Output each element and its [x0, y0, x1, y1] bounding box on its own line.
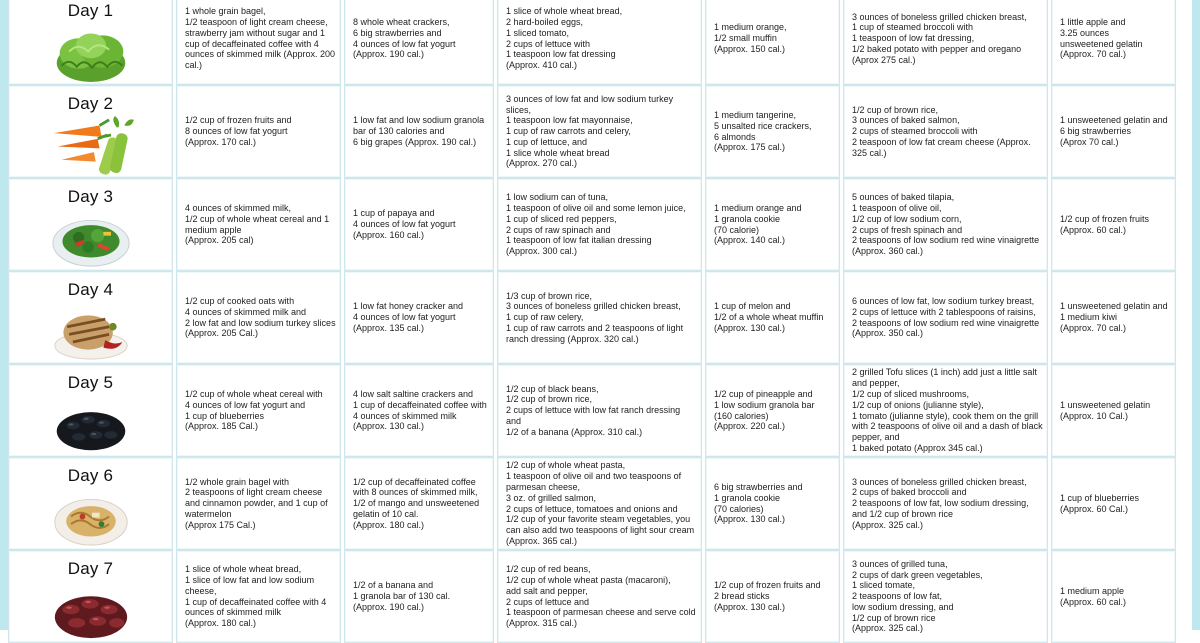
- meal-cell: [497, 457, 702, 550]
- meal-text: 3 ounces of boneless grilled chicken breast, 1 cup of steamed broccoli with 1 teaspoon of low fat dressing, 1/2 baked potato with pepper and oregano (Aprox 275 cal.): [852, 11, 1027, 65]
- meal-text: 1 low sodium can of tuna, 1 teaspoon of olive oil and some lemon juice, 1 cup of sliced red peppers, 2 cups of raw spinach and 1 teaspoon of low fat italian dressing (Approx. 300 cal.): [506, 192, 686, 257]
- meal-cell: [176, 85, 341, 178]
- meal-text: 1 cup of blueberries (Approx. 60 Cal.): [1060, 492, 1140, 514]
- meal-text: 1 slice of whole wheat bread, 1 slice of low fat and low sodium cheese, 1 cup of decaffeinated coffee with 4 ounces of skimmed milk (Approx. 180 cal.): [185, 564, 327, 629]
- meal-text: 1/2 whole grain bagel with 2 teaspoons of light cream cheese and cinnamon powder, and 1 cup of watermelon (Approx 175 Cal.): [185, 476, 328, 530]
- meal-text: 1/2 of a banana and 1 granola bar of 130 cal. (Approx. 190 cal.): [353, 580, 451, 612]
- meal-cell: [705, 178, 840, 271]
- meal-text: 1 medium orange, 1/2 small muffin (Approx. 150 cal.): [714, 22, 787, 54]
- meal-cell: [497, 550, 702, 643]
- meal-text: 8 whole wheat crackers, 6 big strawberries and 4 ounces of low fat yogurt (Approx. 190 cal.): [353, 16, 456, 60]
- meal-text: 1/3 cup of brown rice, 3 ounces of boneless grilled chicken breast, 1 cup of raw celery, 1 cup of raw carrots and 2 teaspoons of light ranch dressing (Approx. 320 cal.): [506, 290, 684, 344]
- meal-cell: [176, 364, 341, 457]
- meal-text: 1/2 cup of frozen fruits (Approx. 60 cal.): [1060, 213, 1150, 235]
- day-label: Day 1: [67, 1, 114, 20]
- meal-cell: [344, 85, 494, 178]
- meal-cell: [344, 550, 494, 643]
- meal-cell: [1051, 0, 1176, 85]
- day-label: Day 6: [67, 466, 114, 485]
- day-label: Day 5: [67, 373, 114, 392]
- meal-text: 1 unsweetened gelatin (Approx. 10 Cal.): [1060, 399, 1151, 421]
- meal-cell: [1051, 550, 1176, 643]
- meal-text: 1 medium tangerine, 5 unsalted rice crackers, 6 almonds (Approx. 175 cal.): [714, 109, 812, 153]
- meal-text: 6 ounces of low fat, low sodium turkey breast, 2 cups of lettuce with 2 tablespoons of raisins, 2 teaspoons of low sodium red wine vinaigrette (Approx. 350 cal.): [852, 295, 1040, 339]
- meal-text: 2 grilled Tofu slices (1 inch) add just a little salt and pepper, 1/2 cup of sliced mushrooms, 1/2 cup of onions (julianne style), 1 tomato (julianne style), cook them on the grill with 2 teaspoons of olive oil and a dash of black pepper, and 1 baked potato (Approx 345 cal.): [852, 367, 1043, 453]
- meal-text: 1 medium apple (Approx. 60 cal.): [1060, 585, 1127, 607]
- meal-cell: [176, 457, 341, 550]
- pasta-plate-icon: [48, 488, 134, 547]
- meal-cell: [1051, 271, 1176, 364]
- day-cell: [8, 178, 173, 271]
- meal-text: 1 whole grain bagel, 1/2 teaspoon of light cream cheese, strawberry jam without sugar and 1 cup of decaffeinated coffee with 4 ounces of skimmed milk (Approx. 200 cal.): [185, 6, 336, 71]
- meal-cell: [497, 178, 702, 271]
- meal-text: 5 ounces of baked tilapia, 1 teaspoon of olive oil, 1/2 cup of low sodium corn, 2 cups of fresh spinach and 2 teaspoons of low sodium red wine vinaigrette (Approx. 360 cal.): [852, 192, 1040, 257]
- meal-text: 1/2 cup of whole wheat pasta, 1 teaspoon of olive oil and two teaspoons of parmesan cheese, 3 oz. of grilled salmon, 2 cups of lettuce, tomatoes and onions and 1/2 cup of your favorite steam vegetables, you can also add two teaspoons of light sour cream (Approx. 365 cal.): [506, 460, 695, 546]
- meal-text: 1/2 cup of brown rice, 3 ounces of baked salmon, 2 cups of steamed broccoli with 2 teaspoon of low fat cream cheese (Approx. 325 cal.): [852, 104, 1031, 158]
- meal-text: 1/2 cup of frozen fruits and 2 bread sticks (Approx. 130 cal.): [714, 580, 821, 612]
- meal-cell: [176, 550, 341, 643]
- meal-text: 1/2 cup of cooked oats with 4 ounces of skimmed milk and 2 low fat and low sodium turkey slices (Approx. 205 Cal.): [185, 295, 336, 339]
- meal-cell: [843, 85, 1048, 178]
- meal-cell: [344, 0, 494, 85]
- meal-text: 1 slice of whole wheat bread, 2 hard-boiled eggs, 1 sliced tomato, 2 cups of lettuce with 1 teaspoon low fat dressing (Approx. 410 cal.): [506, 6, 623, 71]
- meal-text: 4 low salt saltine crackers and 1 cup of decaffeinated coffee with 4 ounces of skimmed milk (Approx. 130 cal.): [353, 388, 487, 432]
- day-cell: [8, 0, 173, 85]
- day-cell: [8, 550, 173, 643]
- meal-text: 1 medium orange and 1 granola cookie (70 calorie) (Approx. 140 cal.): [714, 202, 802, 246]
- right-border-strip: [1192, 0, 1200, 630]
- meal-cell: [843, 364, 1048, 457]
- meal-cell: [176, 271, 341, 364]
- meal-cell: [705, 0, 840, 85]
- meal-cell: [843, 550, 1048, 643]
- day-label: Day 4: [67, 280, 114, 299]
- meal-cell: [705, 457, 840, 550]
- meal-text: 1 cup of papaya and 4 ounces of low fat yogurt (Approx. 160 cal.): [353, 208, 456, 240]
- meal-cell: [705, 364, 840, 457]
- meal-cell: [344, 178, 494, 271]
- meal-cell: [497, 271, 702, 364]
- meal-cell: [344, 271, 494, 364]
- meal-text: 1 cup of melon and 1/2 of a whole wheat muffin (Approx. 130 cal.): [714, 301, 824, 333]
- meal-cell: [705, 85, 840, 178]
- lettuce-icon: [48, 23, 134, 82]
- day-label: Day 3: [67, 187, 114, 206]
- meal-text: 1 low fat and low sodium granola bar of 130 calories and 6 big grapes (Approx. 190 cal.): [353, 115, 485, 147]
- salad-plate-icon: [48, 209, 134, 268]
- meal-text: 1/2 cup of decaffeinated coffee with 8 ounces of skimmed milk, 1/2 of mango and unsweetened gelatin of 10 cal. (Approx. 180 cal.): [353, 476, 480, 530]
- meal-text: 1/2 cup of pineapple and 1 low sodium granola bar (160 calories) (Approx. 220 cal.): [714, 388, 815, 432]
- day-cell: [8, 85, 173, 178]
- meal-text: 1/2 cup of whole wheat cereal with 4 ounces of low fat yogurt and 1 cup of blueberries (Approx. 185 Cal.): [185, 388, 323, 432]
- meal-cell: [344, 457, 494, 550]
- meal-cell: [1051, 85, 1176, 178]
- day-cell: [8, 271, 173, 364]
- kidney-beans-icon: [48, 581, 134, 640]
- meal-cell: [176, 0, 341, 85]
- meal-text: 3 ounces of low fat and low sodium turkey slices, 1 teaspoon low fat mayonnaise, 1 cup of raw carrots and celery, 1 cup of lettuce, and 1 slice whole wheat bread (Approx. 270 cal.): [506, 93, 674, 169]
- meal-text: 3 ounces of grilled tuna, 2 cups of dark green vegetables, 1 sliced tomate, 2 teaspoons of low fat, low sodium dressing, and 1/2 cup of brown rice (Approx. 325 cal.): [852, 558, 983, 634]
- meal-cell: [1051, 457, 1176, 550]
- meal-cell: [705, 550, 840, 643]
- day-label: Day 7: [67, 559, 114, 578]
- meal-text: 1 unsweetened gelatin and 1 medium kiwi (Approx. 70 cal.): [1060, 301, 1168, 333]
- day-label: Day 2: [67, 94, 114, 113]
- meal-text: 1 low fat honey cracker and 4 ounces of low fat yogurt (Approx. 135 cal.): [353, 301, 464, 333]
- meal-cell: [843, 178, 1048, 271]
- meal-cell: [176, 178, 341, 271]
- carrots-celery-icon: [48, 116, 134, 175]
- day-cell: [8, 364, 173, 457]
- meal-cell: [843, 0, 1048, 85]
- meal-cell: [497, 85, 702, 178]
- meal-cell: [705, 271, 840, 364]
- meal-cell: [497, 364, 702, 457]
- meal-text: 1/2 cup of frozen fruits and 8 ounces of low fat yogurt (Approx. 170 cal.): [185, 115, 292, 147]
- meal-cell: [1051, 364, 1176, 457]
- meal-text: 3 ounces of boneless grilled chicken breast, 2 cups of baked broccoli and 2 teaspoons of low fat, low sodium dressing, and 1/2 cup of brown rice (Approx. 325 cal.): [852, 476, 1029, 530]
- black-beans-icon: [48, 395, 134, 454]
- meal-text: 1 unsweetened gelatin and 6 big strawberries (Aprox 70 cal.): [1060, 115, 1168, 147]
- meal-cell: [843, 271, 1048, 364]
- day-cell: [8, 457, 173, 550]
- meal-cell: [497, 0, 702, 85]
- meal-text: 1 little apple and 3.25 ounces unsweetened gelatin (Approx. 70 cal.): [1060, 16, 1143, 60]
- meal-cell: [344, 364, 494, 457]
- grilled-chicken-icon: [48, 302, 134, 361]
- meal-cell: [1051, 178, 1176, 271]
- meal-text: 1/2 cup of red beans, 1/2 cup of whole wheat pasta (macaroni), add salt and pepper, 2 cups of lettuce and 1 teaspoon of parmesan cheese and serve cold (Approx. 315 cal.): [506, 564, 696, 629]
- meal-cell: [843, 457, 1048, 550]
- meal-text: 6 big strawberries and 1 granola cookie (70 calories) (Approx. 130 cal.): [714, 481, 803, 525]
- meal-text: 1/2 cup of black beans, 1/2 cup of brown rice, 2 cups of lettuce with low fat ranch dressing and 1/2 of a banana (Approx. 310 cal.): [506, 383, 681, 437]
- meal-text: 4 ounces of skimmed milk, 1/2 cup of whole wheat cereal and 1 medium apple (Approx. 205 cal): [185, 202, 330, 246]
